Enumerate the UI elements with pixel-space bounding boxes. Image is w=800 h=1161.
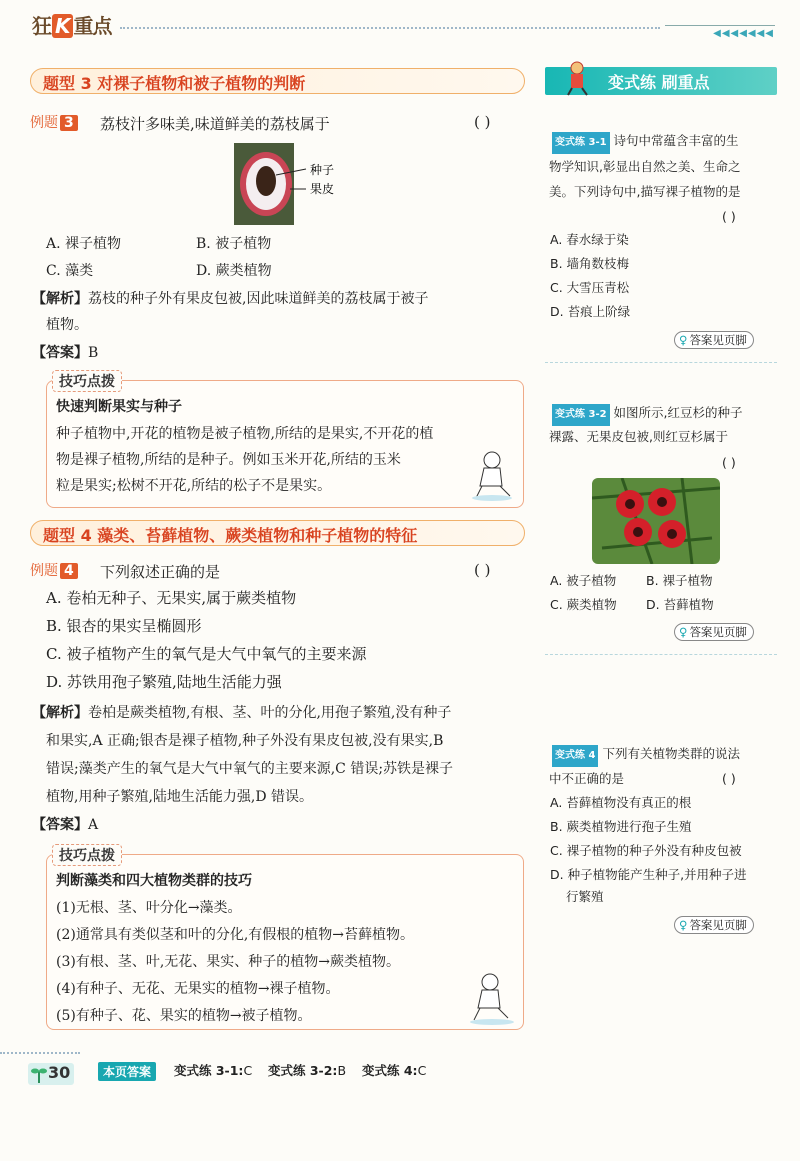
cartoon-mascot-icon [470,446,520,502]
tip-1-line-1: 种子植物中,开花的植物是被子植物,所结的是果实,不开花的植 [56,426,434,442]
footer-answer-value: C [417,1063,427,1078]
variant-4-option-c: C. 裸子植物的种子外没有种皮包被 [550,843,742,858]
variant-text: 如图所示,红豆杉的种子 [613,405,743,420]
variant-3-1-option-c: C. 大雪压青松 [550,280,630,295]
analysis-text: 荔枝的种子外有果皮包被,因此味道鲜美的荔枝属于被子 [88,291,429,307]
example-badge-label: 例题 [30,115,58,131]
lychee-seed [256,166,276,196]
see-answer-label: 答案见页脚 [689,918,747,932]
option-d: D. 苏铁用孢子繁殖,陆地生活能力强 [46,673,282,691]
answer-tag: 【答案】 [32,345,88,361]
tip-2-title: 判断藻类和四大植物类群的技巧 [56,873,252,889]
variant-3-2-option-c: C. 蕨类植物 [550,597,617,612]
figure-label-peel: 果皮 [310,182,335,196]
example-3-answer-paren: ( ) [474,113,491,131]
analysis-3-line-2: 植物。 [46,317,88,333]
example-badge-4 [30,560,78,580]
variant-3-1-line-3: 美。下列诗句中,描写裸子植物的是 [549,184,741,199]
variant-3-2-option-a: A. 被子植物 [550,573,617,588]
brand-logo [32,10,112,39]
variant-4-option-b: B. 蕨类植物进行孢子生殖 [550,819,692,834]
tip-1-line-2: 物是裸子植物,所结的是种子。例如玉米开花,所结的玉米 [56,452,401,468]
header-rule [665,25,775,26]
variant-3-1-option-b: B. 墙角数枝梅 [550,256,630,271]
variant-4-line-2: 中不正确的是 [549,771,625,786]
variant-3-2-option-b: B. 裸子植物 [646,573,713,588]
example-3-stem: 荔枝汁多味美,味道鲜美的荔枝属于 [100,115,330,133]
variant-3-2-line-1 [552,402,743,426]
see-answer-label: 答案见页脚 [689,625,747,639]
pin-icon: ♀ [679,625,688,639]
footer-answer-key: 变式练 3-2: [268,1063,338,1078]
footer-answer-value: B [337,1063,347,1078]
tip-2-line-1: (1)无根、茎、叶分化→藻类。 [56,900,242,916]
example-badge-number: 3 [60,115,78,131]
option-b: B. 银杏的果实呈椭圆形 [46,617,202,635]
see-answer-button[interactable] [674,916,754,934]
practice-heading: 变式练 刷重点 [608,73,710,92]
footer-answer-3 [362,1061,426,1079]
footer-answer-value: C [243,1063,253,1078]
variant-3-1-paren: ( ) [722,209,736,224]
variant-tag: 变式练 3-1 [552,132,610,154]
tip-1-title: 快速判断果实与种子 [56,399,182,415]
logo-text-pre: 狂 [32,14,51,38]
answer-4 [32,812,98,838]
variant-3-1-line-1 [552,130,739,154]
variant-4-option-a: A. 苔藓植物没有真正的根 [550,795,692,810]
variant-3-1-line-2: 物学知识,彰显出自然之美、生命之 [549,159,741,174]
tip-2-line-4: (4)有种子、无花、无果实的植物→裸子植物。 [56,981,340,997]
variant-3-1-option-d: D. 苔痕上阶绿 [550,304,631,319]
variant-tag: 变式练 4 [552,745,598,767]
option-c: C. 藻类 [46,263,94,279]
variant-4-option-d-cont: 行繁殖 [566,889,604,904]
variant-text: 诗句中常蕴含丰富的生 [613,133,739,148]
answer-value: B [88,345,99,361]
see-answer-label: 答案见页脚 [689,333,747,347]
analysis-tag: 【解析】 [32,705,88,721]
runner-icon [562,60,592,96]
see-answer-button[interactable] [674,331,754,349]
header-arrows-icon: ◀◀◀◀◀◀◀ [713,28,774,39]
variant-3-1-option-a: A. 春水绿于染 [550,232,629,247]
tip-2-line-5: (5)有种子、花、果实的植物→被子植物。 [56,1008,312,1024]
example-badge-label: 例题 [30,563,58,579]
variant-tag: 变式练 3-2 [552,404,610,426]
option-d: D. 蕨类植物 [196,263,272,279]
section-title-3: 题型 3 对裸子植物和被子植物的判断 [43,74,306,93]
variant-text: 下列有关植物类群的说法 [602,746,740,761]
pin-icon: ♀ [679,333,688,347]
section-banner-3 [30,68,525,94]
right-divider [545,654,777,655]
lychee-figure [234,143,354,225]
figure-label-seed: 种子 [310,163,335,177]
analysis-4-line-2: 和果实,A 正确;银杏是裸子植物,种子外没有果皮包被,没有果实,B [46,733,444,749]
tip-label-2: 技巧点拨 [52,844,122,866]
example-4-answer-paren: ( ) [474,561,491,579]
footer-divider [0,1052,80,1054]
variant-3-2-option-d: D. 苔藓植物 [646,597,714,612]
yew-berries-figure [592,478,720,564]
section-title-4: 题型 4 藻类、苔藓植物、蕨类植物和种子植物的特征 [43,526,418,545]
analysis-4-line-4: 植物,用种子繁殖,陆地生活能力强,D 错误。 [46,789,314,805]
right-divider [545,362,777,363]
example-badge-3 [30,112,78,132]
analysis-3-line-1 [32,286,428,312]
answer-3 [32,340,98,366]
analysis-4-line-1 [32,700,451,726]
example-4-stem: 下列叙述正确的是 [100,563,221,581]
variant-4-option-d: D. 种子植物能产生种子,并用种子进 [550,867,747,882]
page-number: 30 [48,1063,71,1082]
variant-3-2-line-2: 裸露、无果皮包被,则红豆杉属于 [549,429,728,444]
answer-tag: 【答案】 [32,817,88,833]
logo-k: K [52,14,73,38]
example-badge-number: 4 [60,563,78,579]
option-b: B. 被子植物 [196,236,272,252]
logo-text-post: 重点 [73,14,112,38]
tip-1-line-3: 粒是果实;松树不开花,所结的松子不是果实。 [56,478,332,494]
footer-answer-1 [174,1061,252,1079]
tip-2-line-3: (3)有根、茎、叶,无花、果实、种子的植物→蕨类植物。 [56,954,401,970]
option-a: A. 裸子植物 [46,236,122,252]
cartoon-mascot-icon [468,968,520,1026]
section-banner-4 [30,520,525,546]
footer-answer-2 [268,1061,346,1079]
footer-answer-key: 变式练 3-1: [174,1063,244,1078]
variant-4-paren: ( ) [722,771,736,786]
tip-label-1: 技巧点拨 [52,370,122,392]
page-answers-label: 本页答案 [98,1062,156,1081]
answer-value: A [88,817,99,833]
option-c: C. 被子植物产生的氧气是大气中氧气的主要来源 [46,645,367,663]
variant-4-line-1 [552,743,740,767]
tip-2-line-2: (2)通常具有类似茎和叶的分化,有假根的植物→苔藓植物。 [56,927,415,943]
option-a: A. 卷柏无种子、无果实,属于蕨类植物 [46,589,297,607]
header-divider [120,27,660,29]
analysis-tag: 【解析】 [32,291,88,307]
pin-icon: ♀ [679,918,688,932]
footer-answer-key: 变式练 4: [362,1063,418,1078]
see-answer-button[interactable] [674,623,754,641]
analysis-text: 卷柏是蕨类植物,有根、茎、叶的分化,用孢子繁殖,没有种子 [88,705,452,721]
seedling-icon [31,1065,47,1083]
variant-3-2-paren: ( ) [722,455,736,470]
analysis-4-line-3: 错误;藻类产生的氧气是大气中氧气的主要来源,C 错误;苏铁是裸子 [46,761,454,777]
